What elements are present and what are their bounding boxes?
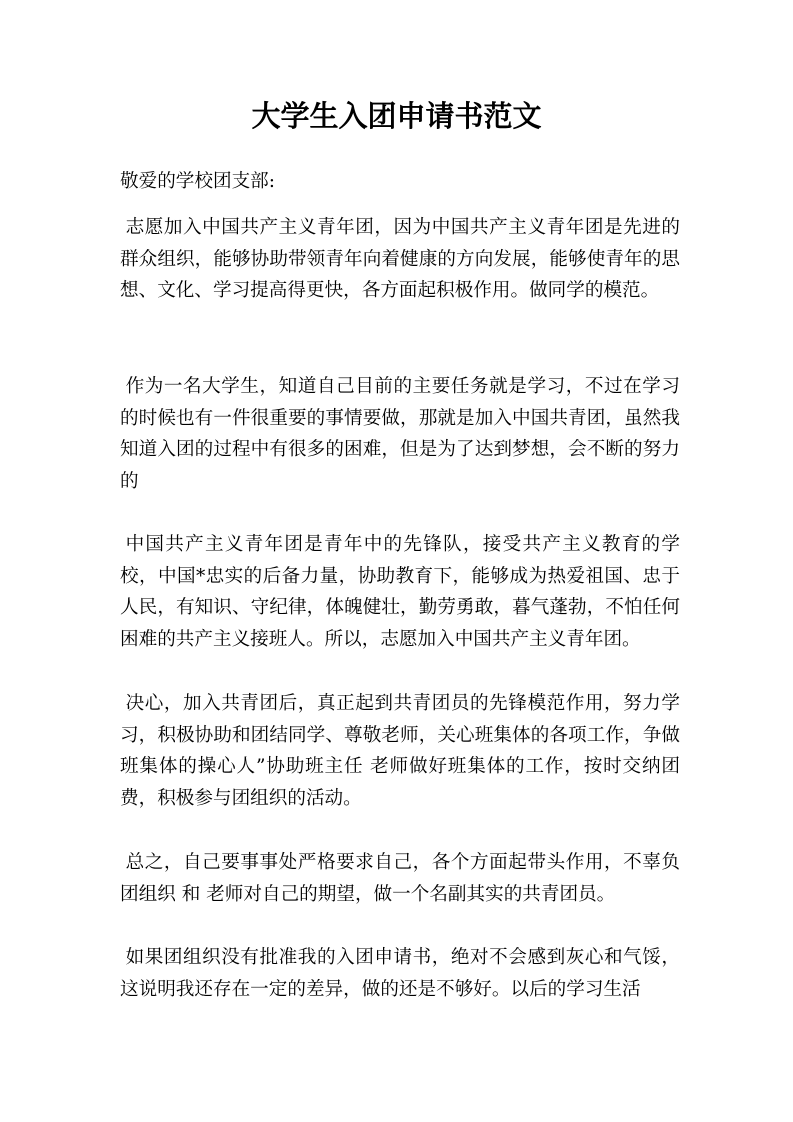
paragraph-5: 总之，自己要事事处严格要求自己，各个方面起带头作用，不辜负团组织 和 老师对自己的期望，做一个名副其实的共青团员。: [120, 852, 680, 905]
paragraph-6: 如果团组织没有批准我的入团申请书，绝对不会感到灰心和气馁，这说明我还存在一定的差异，做的还是不够好。以后的学习生活: [120, 947, 680, 1000]
paragraph-3: 中国共产主义青年团是青年中的先锋队，接受共产主义教育的学校，中国*忠实的后备力量，协助教育下，能够成为热爱祖国、忠于人民，有知识、守纪律，体魄健壮，勤劳勇敢，暮气蓬勃，不怕任何困难的共产主义接班人。所以，志愿加入中国共产主义青年团。: [120, 534, 680, 650]
greeting-line: 敬爱的学校团支部:: [120, 171, 276, 192]
paragraph-2: 作为一名大学生，知道自己目前的主要任务就是学习，不过在学习的时候也有一件很重要的事情要做，那就是加入中国共青团，虽然我知道入团的过程中有很多的困难，但是为了达到梦想，会不断的努力的: [120, 376, 680, 492]
paragraph-1: 志愿加入中国共产主义青年团，因为中国共产主义青年团是先进的群众组织，能够协助带领青年向着健康的方向发展，能够使青年的思想、文化、学习提高得更快，各方面起积极作用。做同学的模范。: [120, 217, 680, 301]
document-title: 大学生入团申请书范文: [251, 99, 542, 133]
paragraph-4: 决心，加入共青团后，真正起到共青团员的先锋模范作用，努力学习，积极协助和团结同学、尊敬老师，关心班集体的各项工作，争做班集体的操心人”协助班主任 老师做好班集体的工作，按时交纳团费，积极参与团组织的活动。: [120, 693, 680, 809]
